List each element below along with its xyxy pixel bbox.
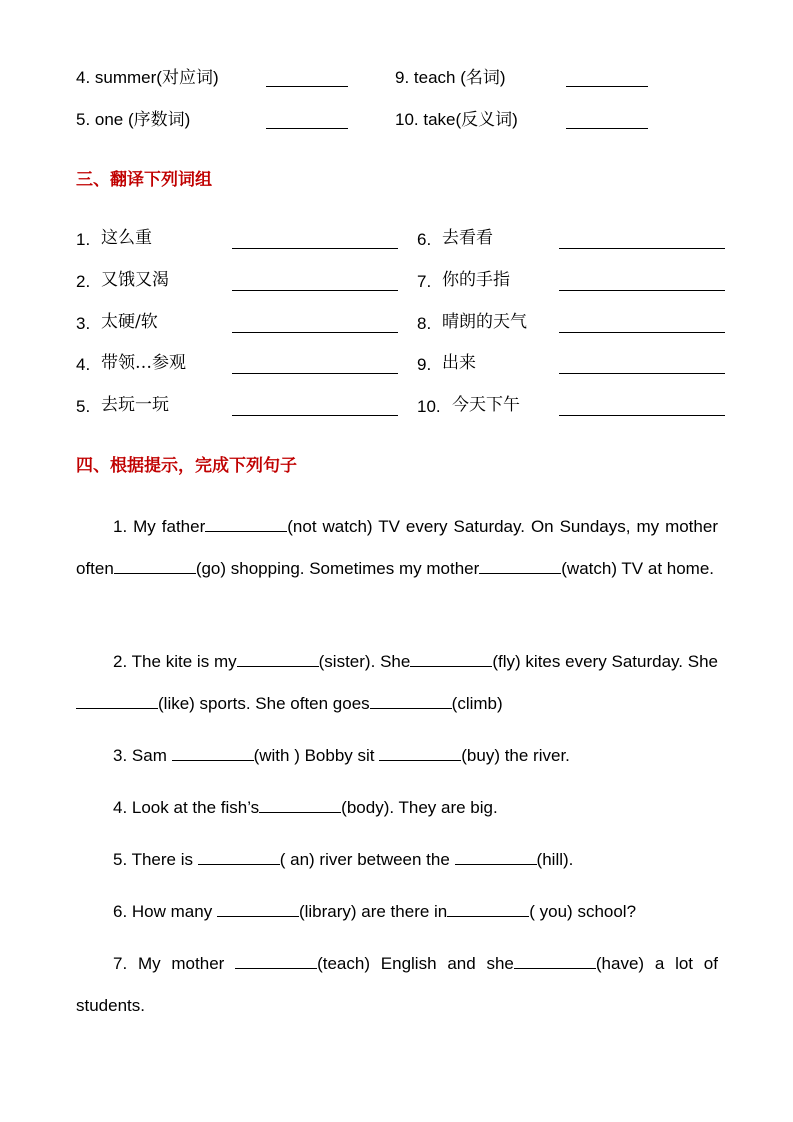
section-4-title: 四、根据提示，完成下列句子 <box>76 456 297 476</box>
item-number: 3. <box>76 314 91 333</box>
sentence-part: (like) sports. She often goes <box>158 693 370 713</box>
answer-blank[interactable] <box>455 863 537 865</box>
phrase-text: 今天下午 <box>452 395 520 415</box>
answer-blank[interactable] <box>259 811 341 813</box>
word-item-text: 5. one (序数词) <box>76 110 191 129</box>
item-number: 8. <box>417 314 432 333</box>
answer-blank[interactable] <box>232 358 398 374</box>
answer-blank[interactable] <box>235 967 317 969</box>
sentence-part: (climb) <box>451 693 503 713</box>
sentence-part: ( an) river between the <box>279 850 455 869</box>
question-5 <box>76 839 718 881</box>
answer-blank[interactable] <box>566 71 648 87</box>
item-number: 4. <box>76 355 91 374</box>
sentence-part: 4. Look at the fish’s <box>113 798 260 817</box>
phrase-text: 这么重 <box>101 228 152 248</box>
answer-blank[interactable] <box>237 665 319 667</box>
question-3 <box>76 735 718 777</box>
word-item-5 <box>76 111 190 128</box>
phrase-text: 去看看 <box>442 228 493 248</box>
word-item-text: 4. summer(对应词) <box>76 68 219 87</box>
sentence-part: 1. My father <box>113 517 206 536</box>
sentence-part: (have) a lot of students. <box>76 954 718 1015</box>
answer-blank[interactable] <box>232 317 398 333</box>
phrase-text: 晴朗的天气 <box>442 312 527 332</box>
answer-blank[interactable] <box>447 915 529 917</box>
sentence-part: (fly) kites every Saturday. She <box>492 652 718 671</box>
phrase-text: 出来 <box>442 353 476 373</box>
item-number: 6. <box>417 230 432 249</box>
phrase-text: 带领…参观 <box>101 353 186 373</box>
answer-blank[interactable] <box>205 530 287 532</box>
question-4 <box>76 787 718 829</box>
item-number: 10. <box>417 397 441 416</box>
answer-blank[interactable] <box>566 113 648 129</box>
phrase-text: 又饿又渴 <box>101 270 169 290</box>
answer-blank[interactable] <box>559 358 725 374</box>
sentence-part: (hill). <box>536 850 574 869</box>
sentence-part: 2. The kite is my <box>113 652 237 671</box>
answer-blank[interactable] <box>76 707 158 709</box>
answer-blank[interactable] <box>559 317 725 333</box>
phrase-text: 你的手指 <box>442 270 510 290</box>
sentence-part: 6. How many <box>113 902 217 921</box>
answer-blank[interactable] <box>370 707 452 709</box>
answer-blank[interactable] <box>266 113 348 129</box>
item-number: 1. <box>76 230 91 249</box>
sentence-part: (sister). She <box>318 652 411 671</box>
answer-blank[interactable] <box>266 71 348 87</box>
answer-blank[interactable] <box>479 572 561 574</box>
sentence-part: (go) shopping. Sometimes my mother <box>195 558 480 578</box>
answer-blank[interactable] <box>559 275 725 291</box>
sentence-part: (watch) TV at home. <box>561 558 715 578</box>
answer-blank[interactable] <box>379 759 461 761</box>
question-6 <box>76 891 718 933</box>
answer-blank[interactable] <box>410 665 492 667</box>
sentence-part: 3. Sam <box>113 746 172 765</box>
sentence-part: (not watch) TV every Saturday. On Sundays, my mother often <box>76 517 718 578</box>
sentence-part: (library) are there in <box>298 902 448 921</box>
item-number: 7. <box>417 272 432 291</box>
item-number: 2. <box>76 272 91 291</box>
sentence-part: (buy) the river. <box>461 746 570 765</box>
answer-blank[interactable] <box>514 967 596 969</box>
answer-blank[interactable] <box>172 759 254 761</box>
sentence-part: 7. My mother <box>113 954 236 973</box>
answer-blank[interactable] <box>114 572 196 574</box>
sentence-part: ( you) school? <box>529 902 637 921</box>
question-7 <box>76 943 718 1026</box>
sentence-part: (body). They are big. <box>341 798 498 817</box>
answer-blank[interactable] <box>559 400 725 416</box>
sentence-part: (with ) Bobby sit <box>253 746 380 765</box>
word-item-text: 10. take(反义词) <box>395 110 518 129</box>
question-1 <box>76 506 718 589</box>
sentence-part: 5. There is <box>113 850 198 869</box>
answer-blank[interactable] <box>198 863 280 865</box>
word-item-4 <box>76 69 219 86</box>
answer-blank[interactable] <box>559 233 725 249</box>
sentence-part: (teach) English and she <box>317 954 514 973</box>
phrase-text: 太硬/软 <box>101 312 158 332</box>
item-number: 9. <box>417 355 432 374</box>
section-3-title: 三、翻译下列词组 <box>76 170 212 190</box>
answer-blank[interactable] <box>232 275 398 291</box>
item-number: 5. <box>76 397 91 416</box>
word-item-text: 9. teach (名词) <box>395 68 506 87</box>
answer-blank[interactable] <box>232 400 398 416</box>
word-item-9 <box>395 69 506 86</box>
answer-blank[interactable] <box>232 233 398 249</box>
phrase-text: 去玩一玩 <box>101 395 169 415</box>
question-2 <box>76 641 718 724</box>
word-item-10 <box>395 111 518 128</box>
answer-blank[interactable] <box>217 915 299 917</box>
